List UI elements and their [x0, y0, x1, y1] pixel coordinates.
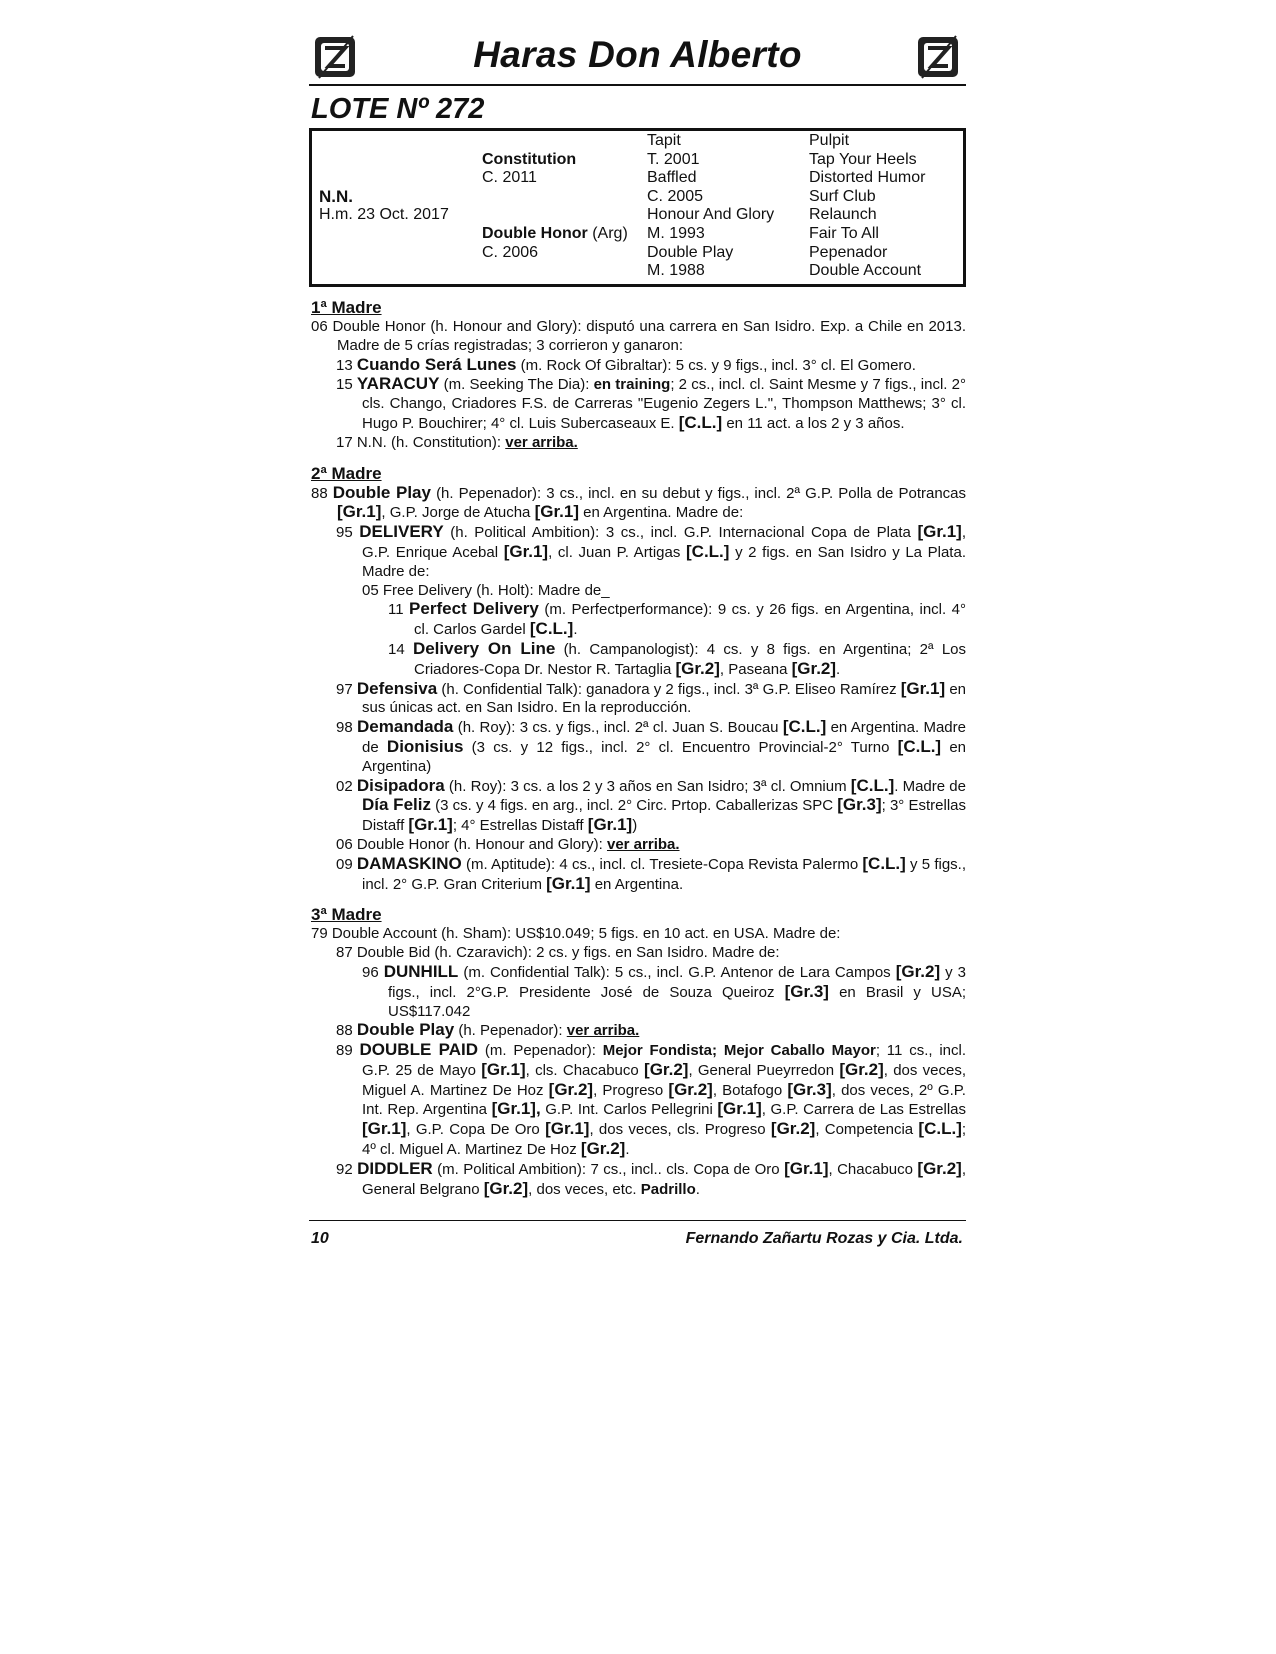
lot-number: LOTE Nº 272	[311, 93, 485, 125]
foal-name: N.N.	[319, 186, 353, 206]
produce-entry: 92 DIDDLER (m. Political Ambition): 7 cs., incl.. cls. Copa de Oro [Gr.1], Chacabuco [Gr.2], General Belgrano [Gr.2], dos veces, etc. Padrillo.	[336, 1158, 966, 1198]
page-header	[309, 30, 966, 86]
great-grandparent: Distorted Humor	[809, 169, 926, 187]
grandparent-info: C. 2005	[647, 187, 704, 205]
grandparent-name: Baffled	[647, 169, 697, 187]
section-title-third-dam: 3ª Madre	[311, 905, 382, 925]
page-number: 10	[311, 1230, 329, 1247]
dam-entry: 88 Double Play (h. Pepenador): 3 cs., incl. en su debut y figs., incl. 2ª G.P. Polla de Potrancas [Gr.1], G.P. Jorge de Atucha [Gr.1] en Argentina. Madre de:	[311, 482, 967, 522]
pedigree-grandparents	[647, 132, 774, 281]
great-grandparent: Double Account	[809, 262, 922, 280]
produce-entry: 02 Disipadora (h. Roy): 3 cs. a los 2 y 3 años en San Isidro; 3ª cl. Omnium [C.L.]. Madre de Día Feliz (3 cs. y 4 figs. en arg., incl. 2° Circ. Prtop. Caballerizas SPC [Gr.3]; 3° Estrellas Distaff [Gr.1]; 4° Estrellas Distaff [Gr.1])	[336, 775, 966, 835]
produce-entry: 96 DUNHILL (m. Confidential Talk): 5 cs., incl. G.P. Antenor de Lara Campos [Gr.2] y 3 figs., incl. 2°G.P. Presidente José de Souza Queiroz [Gr.3] en Brasil y USA; US$117.042	[362, 961, 967, 1020]
sire-name: Constitution	[482, 150, 577, 168]
grandparent-info: M. 1993	[647, 224, 705, 242]
great-grandparent: Tap Your Heels	[809, 150, 917, 168]
great-grandparent: Pulpit	[809, 132, 850, 149]
produce-entry: 95 DELIVERY (h. Political Ambition): 3 cs., incl. G.P. Internacional Copa de Plata [Gr.1], G.P. Enrique Acebal [Gr.1], cl. Juan P. Artigas [C.L.] y 2 figs. en San Isidro y La Plata. Madre de:	[336, 522, 967, 580]
dam-origin: (Arg)	[592, 224, 628, 242]
pedigree-foal	[319, 132, 449, 225]
produce-entry: 17 N.N. (h. Constitution): ver arriba.	[336, 433, 578, 451]
produce-entry: 06 Double Honor (h. Honour and Glory): ver arriba.	[336, 835, 680, 853]
see-above-link[interactable]: ver arriba.	[566, 1022, 640, 1040]
see-above-link[interactable]: ver arriba.	[606, 835, 680, 853]
produce-entry: 05 Free Delivery (h. Holt): Madre de_	[362, 581, 610, 599]
produce-entry: 11 Perfect Delivery (m. Perfectperformance): 9 cs. y 26 figs. en Argentina, incl. 4° cl. Carlos Gardel [C.L.].	[388, 599, 966, 639]
produce-entry: 87 Double Bid (h. Czaravich): 2 cs. y figs. en San Isidro. Madre de:	[336, 944, 780, 962]
page-title: Haras Don Alberto	[473, 34, 802, 75]
dam-entry: 06 Double Honor (h. Honour and Glory): disputó una carrera en San Isidro. Exp. a Chile en 2013. Madre de 5 crías registradas; 3 corrieron y ganaron:	[311, 318, 966, 354]
page-footer	[309, 1220, 966, 1247]
produce-entry: 13 Cuando Será Lunes (m. Rock Of Gibraltar): 5 cs. y 9 figs., incl. 3° cl. El Gomero.	[336, 354, 916, 374]
produce-entry: 98 Demandada (h. Roy): 3 cs. y figs., incl. 2ª cl. Juan S. Boucau [C.L.] en Argentina. Madre de Dionisius (3 cs. y 12 figs., incl. 2° cl. Encuentro Provincial-2° Turno [C.L.] en Argentina)	[336, 717, 967, 775]
grandparent-name: Honour And Glory	[647, 206, 775, 224]
see-above-link[interactable]: ver arriba.	[505, 433, 578, 451]
haras-logo-icon	[916, 34, 962, 80]
dam-info: C. 2006	[482, 243, 539, 261]
great-grandparent: Relaunch	[809, 206, 877, 224]
section-title-first-dam: 1ª Madre	[311, 298, 382, 317]
produce-entry: 15 YARACUY (m. Seeking The Dia): en training; 2 cs., incl. cl. Saint Mesme y 7 figs., incl. 2° cls. Chango, Criadores F.S. de Carreras "Eugenio Zegers L.", Thompson Matthews; 3° cl. Hugo P. Bouchirer; 4° cl. Luis Subercaseaux E. [C.L.] en 11 act. a los 2 y 3 años.	[336, 374, 967, 432]
grandparent-info: T. 2001	[647, 150, 700, 168]
section-title-second-dam: 2ª Madre	[311, 463, 382, 483]
grandparent-name: Tapit	[647, 132, 681, 149]
produce-entry: 14 Delivery On Line (h. Campanologist): 4 cs. y 8 figs. en Argentina; 2ª Los Criadores-Copa Dr. Nestor R. Tartaglia [Gr.2], Paseana [Gr.2].	[388, 638, 967, 678]
grandparent-info: M. 1988	[647, 262, 705, 280]
pedigree-great-grandparents	[809, 132, 925, 281]
grandparent-name: Double Play	[647, 243, 734, 261]
great-grandparent: Pepenador	[809, 243, 888, 261]
produce-entry: 89 DOUBLE PAID (m. Pepenador): Mejor Fondista; Mejor Caballo Mayor; 11 cs., incl. G.P. 25 de Mayo [Gr.1], cls. Chacabuco [Gr.2], General Pueyrredon [Gr.2], dos veces, Miguel A. Martinez De Hoz [Gr.2], Progreso [Gr.2], Botafogo [Gr.3], dos veces, 2º G.P. Int. Rep. Argentina [Gr.1], G.P. Int. Carlos Pellegrini [Gr.1], G.P. Carrera de Las Estrellas [Gr.1], G.P. Copa De Oro [Gr.1], dos veces, cls. Progreso [Gr.2], Competencia [C.L.]; 4º cl. Miguel A. Martinez De Hoz [Gr.2].	[336, 1040, 967, 1159]
sire-info: C. 2011	[482, 169, 537, 187]
produce-entry: 88 Double Play (h. Pepenador): ver arriba.	[336, 1020, 640, 1040]
foal-info: H.m. 23 Oct. 2017	[319, 206, 449, 224]
pedigree-parents	[482, 132, 628, 262]
produce-entry: 09 DAMASKINO (m. Aptitude): 4 cs., incl. cl. Tresiete-Copa Revista Palermo [C.L.] y 5 figs., incl. 2° G.P. Gran Criterium [Gr.1] en Argentina.	[336, 853, 966, 893]
pedigree-box	[309, 128, 966, 287]
dam-entry: 79 Double Account (h. Sham): US$10.049; 5 figs. en 10 act. en USA. Madre de:	[311, 925, 841, 943]
dam-name: Double Honor	[482, 224, 588, 242]
catalog-page	[309, 30, 966, 1199]
company-name: Fernando Zañartu Rozas y Cia. Ltda.	[685, 1230, 963, 1247]
great-grandparent: Surf Club	[809, 187, 876, 205]
great-grandparent: Fair To All	[809, 224, 879, 242]
produce-entry: 97 Defensiva (h. Confidential Talk): ganadora y 2 figs., incl. 3ª G.P. Eliseo Ramírez [Gr.1] en sus únicas act. en San Isidro. En la reproducción.	[336, 678, 967, 717]
